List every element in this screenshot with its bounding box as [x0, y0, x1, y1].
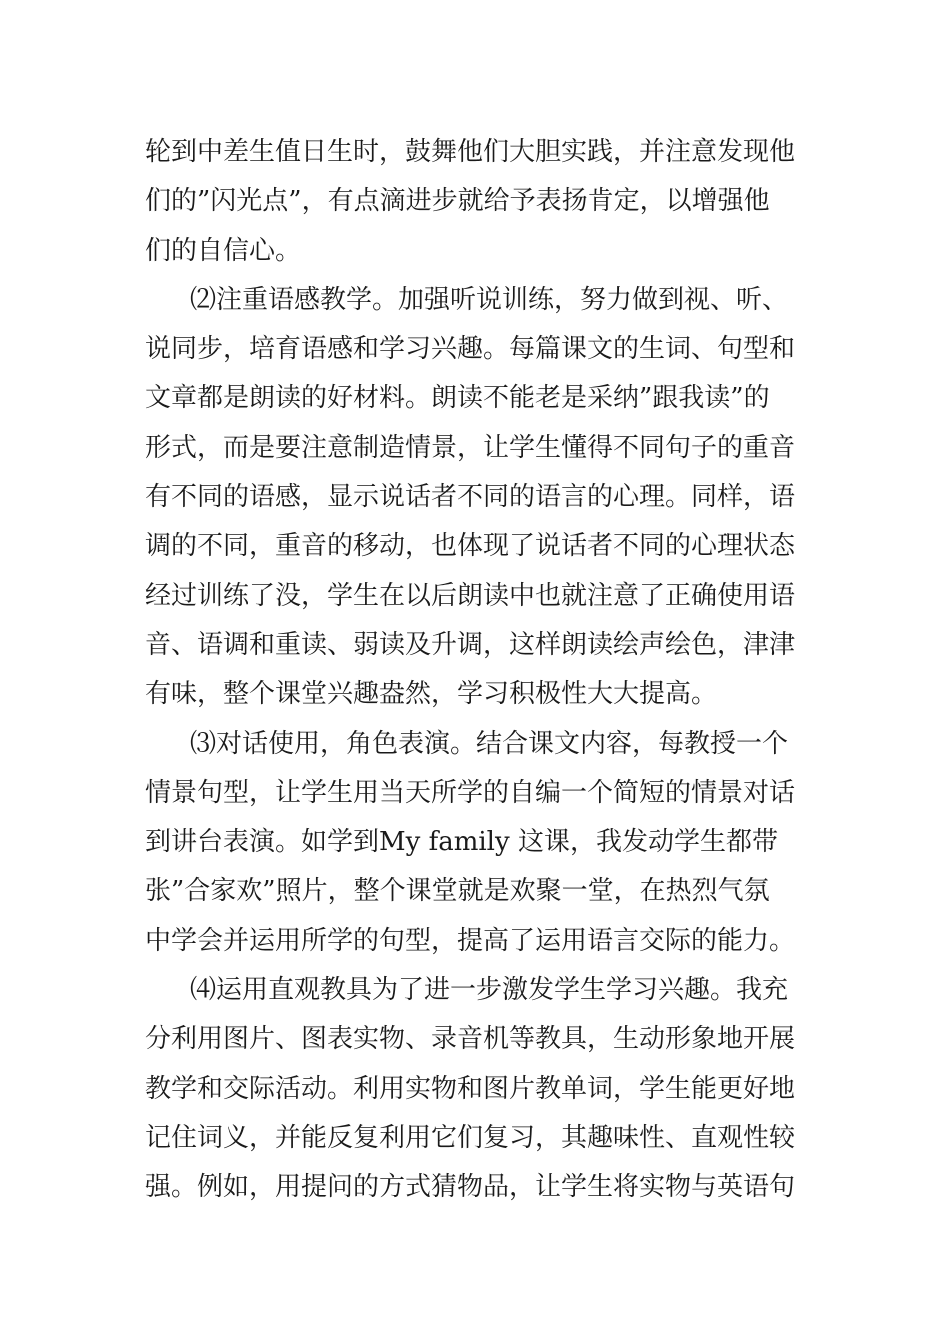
text-line: 情景句型，让学生用当天所学的自编一个简短的情景对话 [145, 777, 796, 808]
text-line: 音、语调和重读、弱读及升调，这样朗读绘声绘色，津津 [145, 629, 796, 660]
text-line: 记住词义，并能反复利用它们复习，其趣味性、直观性较 [145, 1122, 796, 1153]
text-line: 张”合家欢”照片，整个课堂就是欢聚一堂，在热烈气氛 [145, 876, 770, 907]
paragraph-first-line: ⑷运用直观教具为了进一步激发学生学习兴趣。我充 [190, 975, 789, 1006]
body-text [145, 128, 810, 1213]
text-line: 说同步，培育语感和学习兴趣。每篇课文的生词、句型和 [145, 334, 796, 365]
text-line: 分利用图片、图表实物、录音机等教具，生动形象地开展 [145, 1024, 796, 1055]
text-line: 教学和交际活动。利用实物和图片教单词，学生能更好地 [145, 1073, 796, 1104]
text-line: 们的”闪光点”，有点滴进步就给予表扬肯定，以增强他 [145, 186, 770, 217]
text-line: 到讲台表演。如学到My family 这课，我发动学生都带 [145, 827, 778, 858]
text-line: 经过训练了没，学生在以后朗读中也就注意了正确使用语 [145, 580, 796, 611]
text-line: 有不同的语感，显示说话者不同的语言的心理。同样，语 [145, 482, 796, 513]
text-line: 调的不同，重音的移动，也体现了说话者不同的心理状态 [145, 531, 796, 562]
text-line: 强。例如，用提问的方式猜物品，让学生将实物与英语句 [145, 1172, 796, 1203]
text-line: 中学会并运用所学的句型，提高了运用语言交际的能力。 [145, 925, 796, 956]
text-line: 们的自信心。 [145, 235, 302, 266]
text-line: 轮到中差生值日生时，鼓舞他们大胆实践，并注意发现他 [145, 137, 796, 167]
paragraph-first-line: ⑶对话使用，角色表演。结合课文内容，每教授一个 [190, 728, 789, 759]
text-line: 文章都是朗读的好材料。朗读不能老是采纳”跟我读”的 [145, 383, 770, 414]
text-line: 有味，整个课堂兴趣盎然，学习积极性大大提高。 [145, 679, 718, 710]
paragraph-first-line: ⑵注重语感教学。加强听说训练，努力做到视、听、 [190, 284, 789, 315]
text-line: 形式，而是要注意制造情景，让学生懂得不同句子的重音 [145, 432, 796, 463]
